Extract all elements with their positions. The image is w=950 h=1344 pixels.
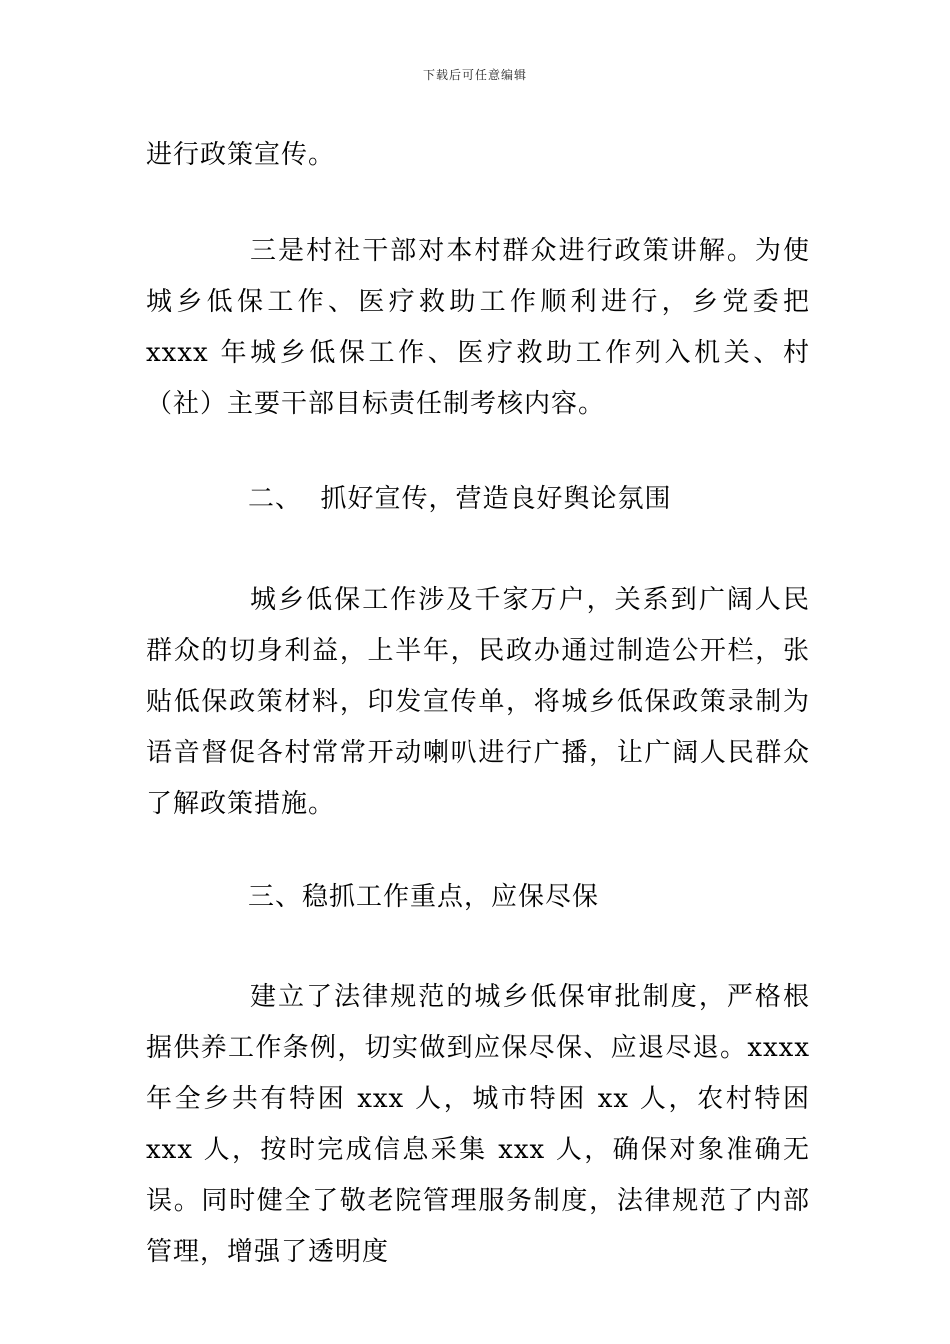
- paragraph-approval-system: 建立了法律规范的城乡低保审批制度，严格根据供养工作条例，切实做到应保尽保、应退尽退。xxxx 年全乡共有特困 xxx 人，城市特困 xx 人，农村特困 xxx 人，按时完成信息采集 xxx 人，确保对象准确无误。同时健全了敬老院管理服务制度，法律规范了内部管理，增强了透明度: [146, 982, 810, 1267]
- paragraph-continuation: 进行政策宣传。: [146, 140, 336, 170]
- section-heading-publicity: 二、 抓好宣传，营造良好舆论氛围: [248, 484, 672, 514]
- page-header-note: 下载后可任意编辑: [422, 68, 527, 82]
- paragraph-policy-explanation: 三是村社干部对本村群众进行政策讲解。为使城乡低保工作、医疗救助工作顺利进行，乡党委把 xxxx 年城乡低保工作、医疗救助工作列入机关、村（社）主要干部目标责任制考核内容。: [146, 236, 810, 419]
- paragraph-publicity: 城乡低保工作涉及千家万户，关系到广阔人民群众的切身利益，上半年，民政办通过制造公开栏，张贴低保政策材料，印发宣传单，将城乡低保政策录制为语音督促各村常常开动喇叭进行广播，让广阔人民群众了解政策措施。: [146, 585, 810, 819]
- section-heading-key-work: 三、稳抓工作重点，应保尽保: [248, 882, 600, 912]
